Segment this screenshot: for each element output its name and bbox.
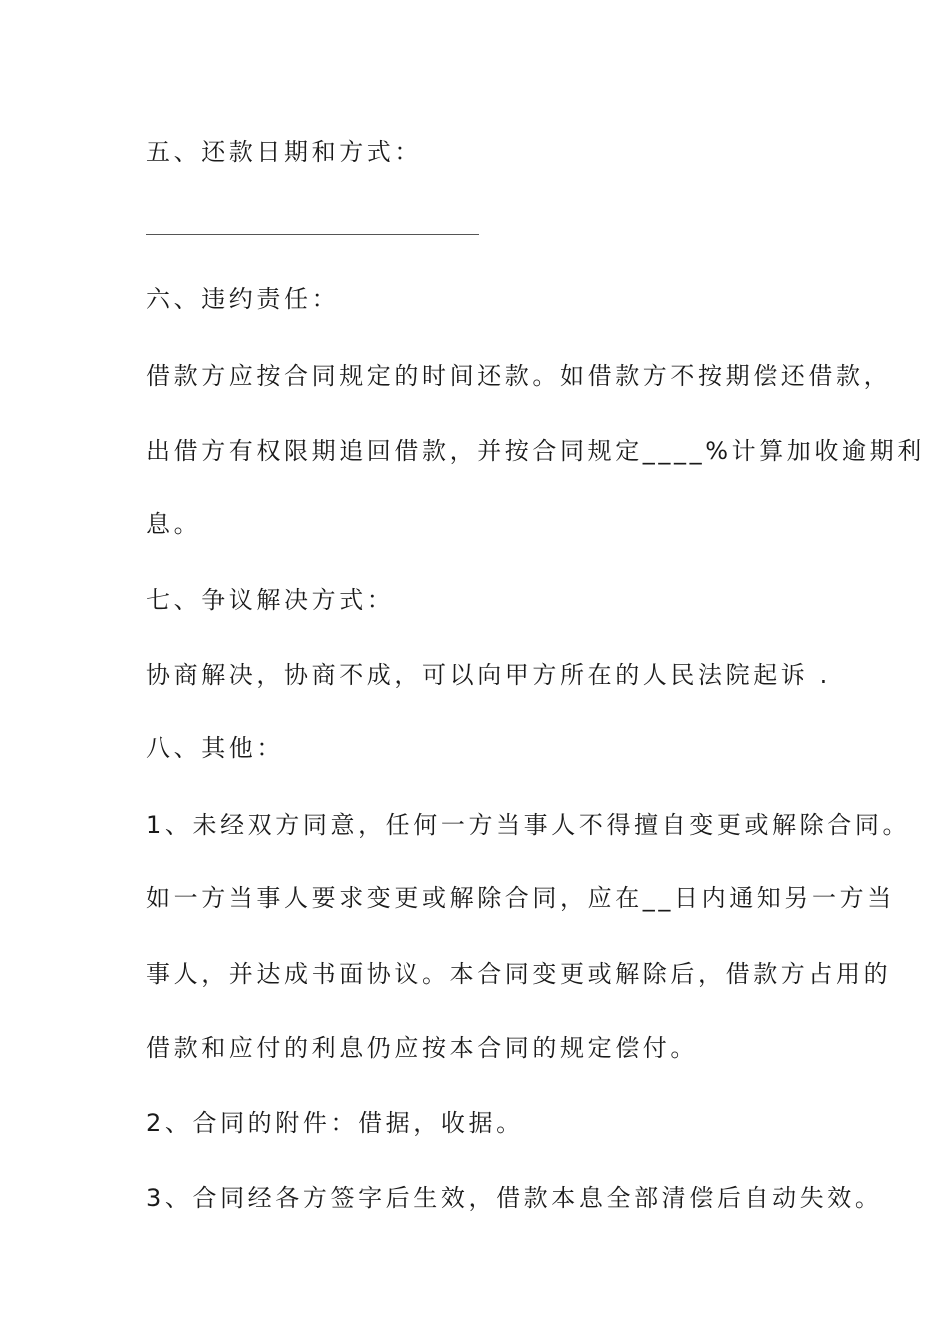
section-5-heading: 五、还款日期和方式： [146, 138, 422, 166]
blank-fill-line [146, 234, 479, 235]
section-6-heading: 六、违约责任： [146, 285, 340, 313]
section-6-text-line-1: 借款方应按合同规定的时间还款。如借款方不按期偿还借款， [146, 362, 892, 390]
item-1-line-2: 如一方当事人要求变更或解除合同，应在__日内通知另一方当 [146, 884, 895, 912]
section-6-text-line-2: 出借方有权限期追回借款，并按合同规定____%计算加收逾期利 [146, 437, 925, 465]
item-3: 3、合同经各方签字后生效，借款本息全部清偿后自动失效。 [146, 1184, 883, 1212]
section-7-text: 协商解决，协商不成，可以向甲方所在的人民法院起诉 . [146, 661, 831, 689]
section-6-text-line-3: 息。 [146, 510, 202, 538]
section-8-heading: 八、其他： [146, 734, 284, 762]
item-2: 2、合同的附件：借据，收据。 [146, 1109, 524, 1137]
item-1-line-3: 事人，并达成书面协议。本合同变更或解除后，借款方占用的 [146, 960, 892, 988]
item-1-line-4: 借款和应付的利息仍应按本合同的规定偿付。 [146, 1034, 698, 1062]
item-1-line-1: 1、未经双方同意，任何一方当事人不得擅自变更或解除合同。 [146, 811, 911, 839]
section-7-heading: 七、争议解决方式： [146, 586, 395, 614]
